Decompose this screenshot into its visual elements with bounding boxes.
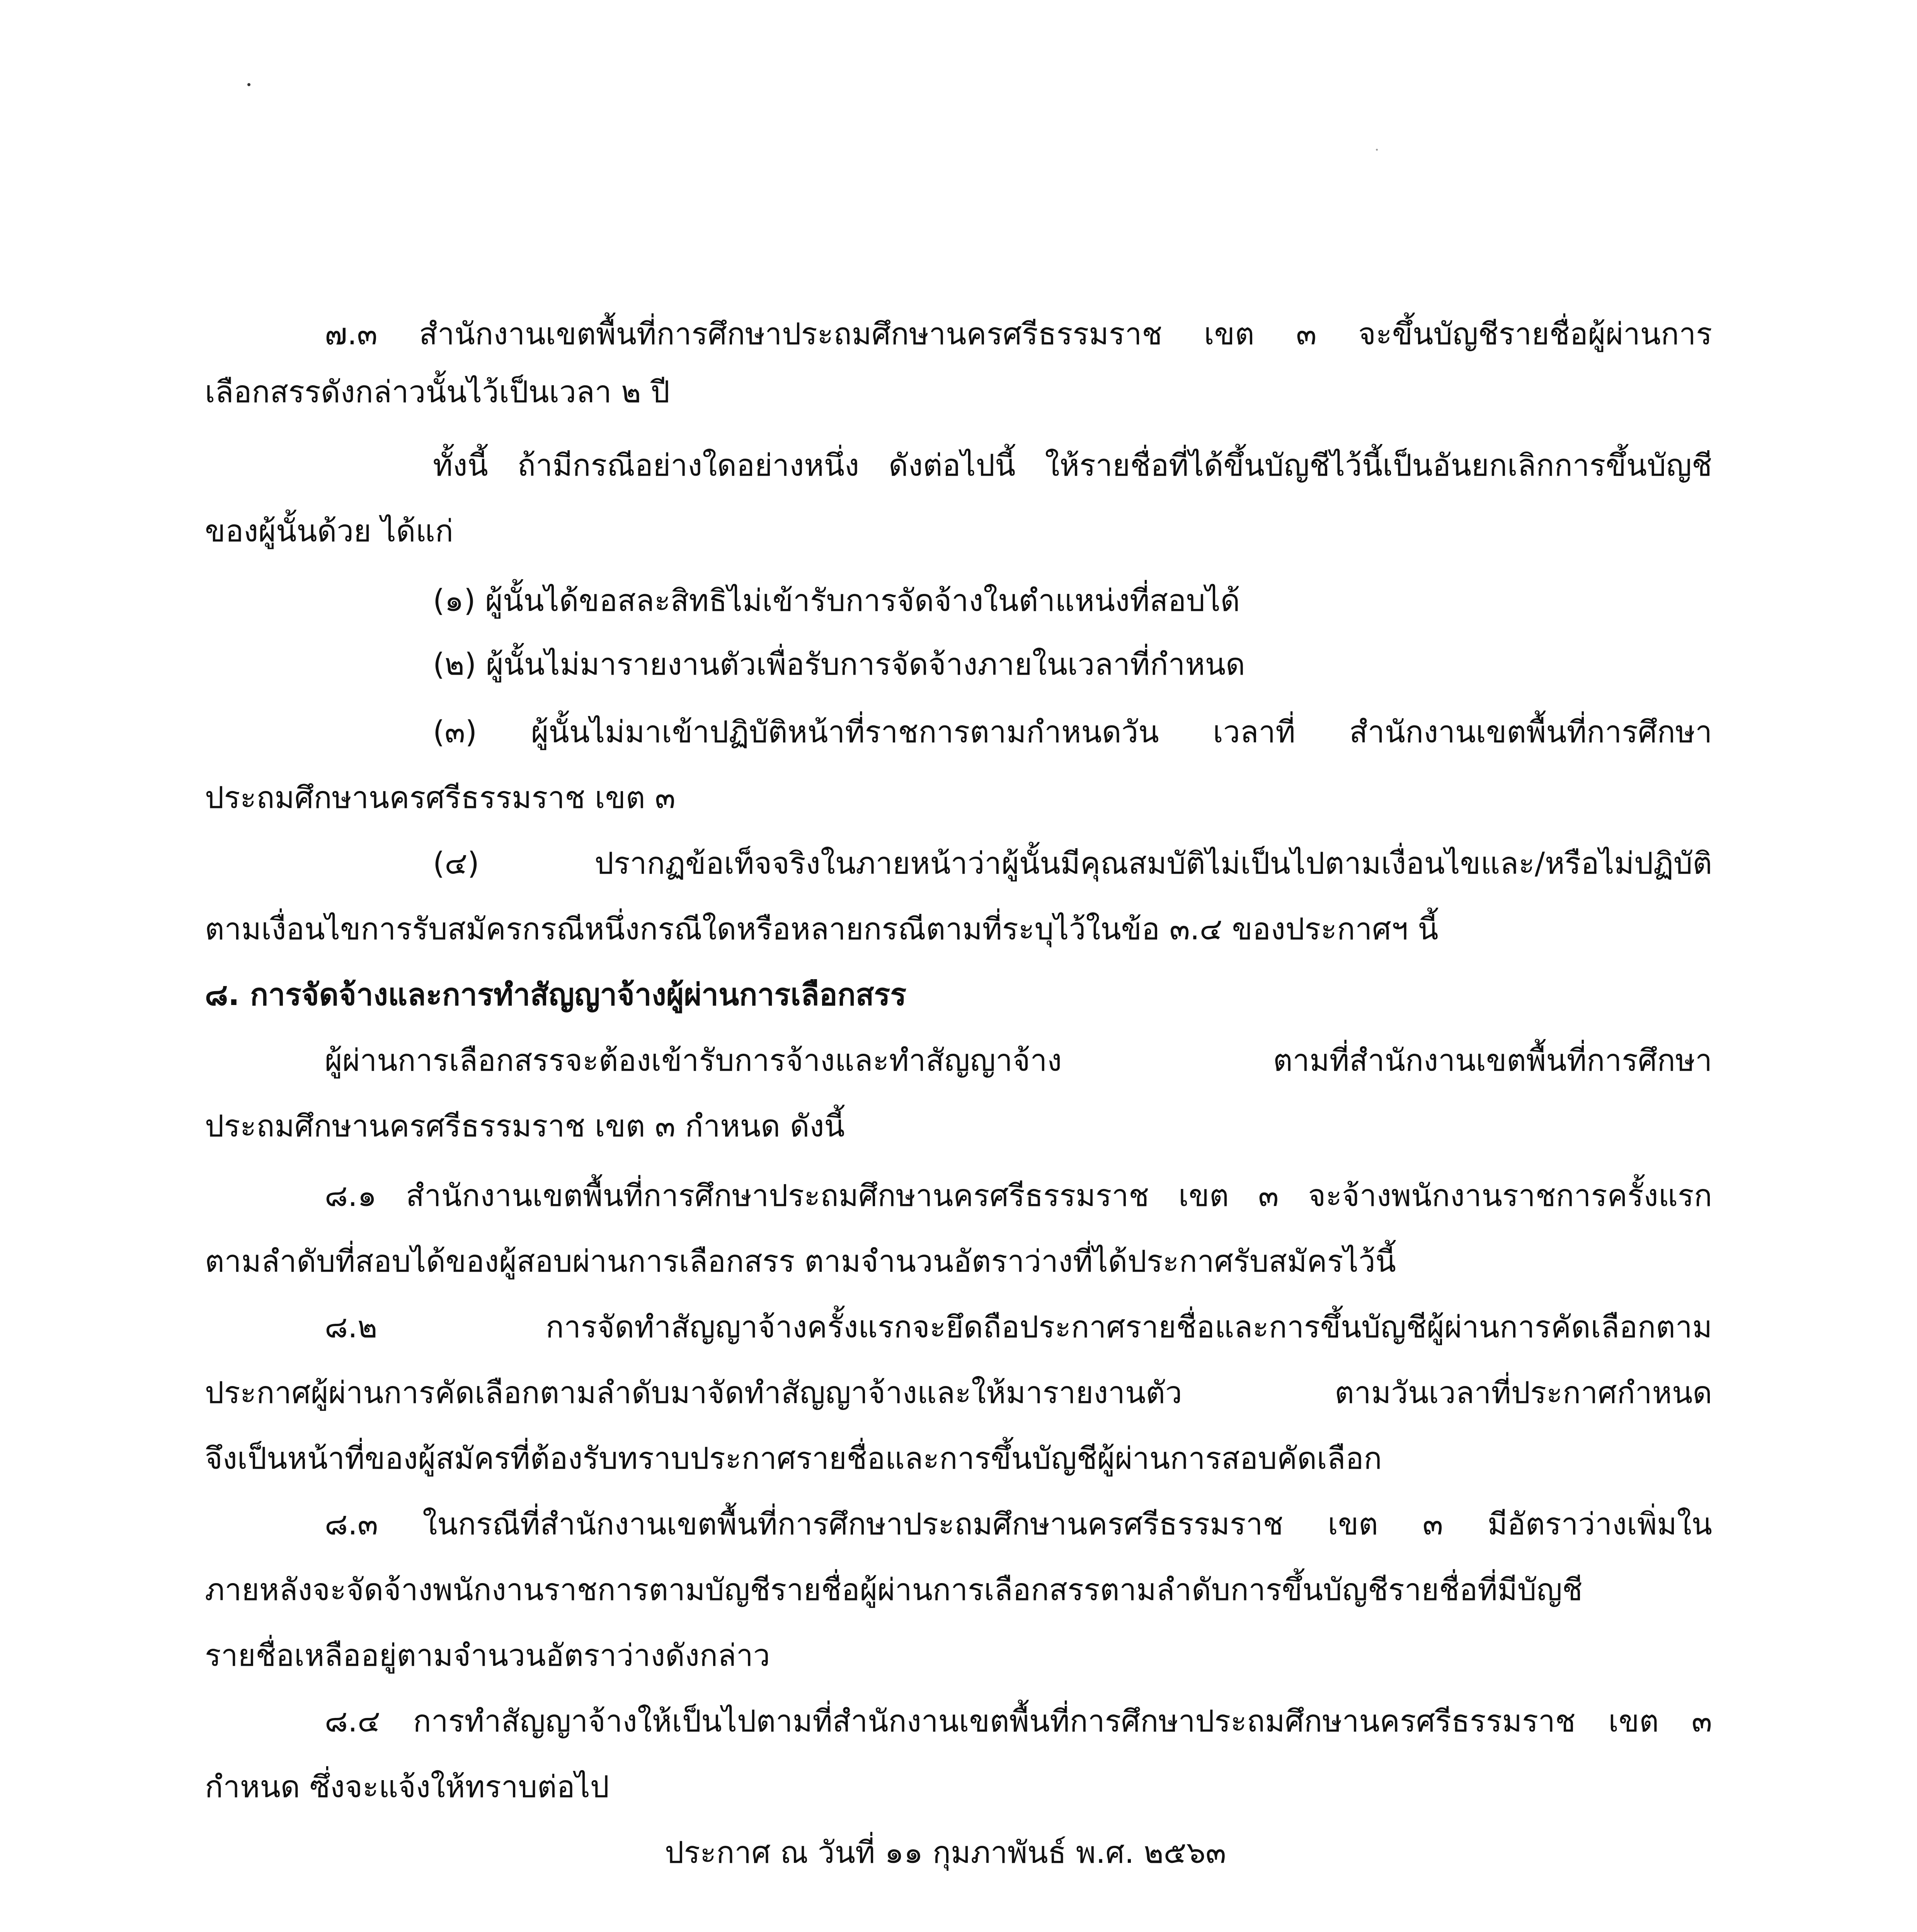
para-8-3-line-3: รายชื่อเหลืออยู่ตามจำนวนอัตราว่างดังกล่าว bbox=[205, 1638, 770, 1673]
para-8-2-line-1: ๘.๒ การจัดทำสัญญาจ้างครั้งแรกจะยึดถือประกาศรายชื่อและการขึ้นบัญชีผู้ผ่านการคัดเลือกตาม bbox=[325, 1310, 1712, 1345]
section-8-heading: ๘. การจัดจ้างและการทำสัญญาจ้างผู้ผ่านการเลือกสรร bbox=[205, 978, 907, 1012]
para-8-2-line-2: ประกาศผู้ผ่านการคัดเลือกตามลำดับมาจัดทำสัญญาจ้างและให้มารายงานตัว ตามวันเวลาที่ประกาศกำหนด bbox=[205, 1376, 1712, 1410]
scan-speck bbox=[247, 83, 250, 86]
list-item-3-line-2: ประถมศึกษานครศรีธรรมราช เขต ๓ bbox=[205, 781, 676, 815]
para-cancel-line-2: ของผู้นั้นด้วย ได้แก่ bbox=[205, 514, 453, 549]
announcement-date: ประกาศ ณ วันที่ ๑๑ กุมภาพันธ์ พ.ศ. ๒๕๖๓ bbox=[665, 1835, 1226, 1870]
list-item-3-line-1: (๓) ผู้นั้นไม่มาเข้าปฏิบัติหน้าที่ราชการตามกำหนดวัน เวลาที่ สำนักงานเขตพื้นที่การศึกษา bbox=[433, 715, 1712, 750]
para-8-intro-line-1: ผู้ผ่านการเลือกสรรจะต้องเข้ารับการจ้างและทำสัญญาจ้าง ตามที่สำนักงานเขตพื้นที่การศึกษา bbox=[325, 1043, 1712, 1078]
list-item-4-line-1: (๔) ปรากฏข้อเท็จจริงในภายหน้าว่าผู้นั้นมีคุณสมบัติไม่เป็นไปตามเงื่อนไขและ/หรือไม่ปฏิบัติ bbox=[433, 846, 1712, 881]
para-8-3-line-2: ภายหลังจะจัดจ้างพนักงานราชการตามบัญชีรายชื่อผู้ผ่านการเลือกสรรตามลำดับการขึ้นบัญชีรายชื่อที่มีบัญชี bbox=[205, 1573, 1583, 1607]
para-8-3-line-1: ๘.๓ ในกรณีที่สำนักงานเขตพื้นที่การศึกษาประถมศึกษานครศรีธรรมราช เขต ๓ มีอัตราว่างเพิ่มใน bbox=[325, 1507, 1712, 1542]
para-8-1-line-1: ๘.๑ สำนักงานเขตพื้นที่การศึกษาประถมศึกษานครศรีธรรมราช เขต ๓ จะจ้างพนักงานราชการครั้งแรก bbox=[325, 1179, 1712, 1213]
para-7-3-line-1: ๗.๓ สำนักงานเขตพื้นที่การศึกษาประถมศึกษานครศรีธรรมราช เขต ๓ จะขึ้นบัญชีรายชื่อผู้ผ่านการ bbox=[325, 317, 1712, 352]
para-8-2-line-3: จึงเป็นหน้าที่ของผู้สมัครที่ต้องรับทราบประกาศรายชื่อและการขึ้นบัญชีผู้ผ่านการสอบคัดเลือก bbox=[205, 1441, 1382, 1476]
para-8-4-line-1: ๘.๔ การทำสัญญาจ้างให้เป็นไปตามที่สำนักงานเขตพื้นที่การศึกษาประถมศึกษานครศรีธรรมราช เขต ๓ bbox=[325, 1704, 1712, 1739]
scan-speck bbox=[1376, 149, 1378, 151]
para-8-1-line-2: ตามลำดับที่สอบได้ของผู้สอบผ่านการเลือกสรร ตามจำนวนอัตราว่างที่ได้ประกาศรับสมัครไว้นี้ bbox=[205, 1244, 1396, 1279]
list-item-2: (๒) ผู้นั้นไม่มารายงานตัวเพื่อรับการจัดจ้างภายในเวลาที่กำหนด bbox=[433, 647, 1245, 682]
para-8-4-line-2: กำหนด ซึ่งจะแจ้งให้ทราบต่อไป bbox=[205, 1770, 609, 1804]
para-8-intro-line-2: ประถมศึกษานครศรีธรรมราช เขต ๓ กำหนด ดังนี้ bbox=[205, 1109, 845, 1144]
para-7-3-line-2: เลือกสรรดังกล่าวนั้นไว้เป็นเวลา ๒ ปี bbox=[205, 375, 670, 410]
list-item-4-line-2: ตามเงื่อนไขการรับสมัครกรณีหนึ่งกรณีใดหรือหลายกรณีตามที่ระบุไว้ในข้อ ๓.๔ ของประกาศฯ นี้ bbox=[205, 912, 1439, 947]
signature-mark bbox=[1024, 1928, 1295, 1932]
list-item-1: (๑) ผู้นั้นได้ขอสละสิทธิไม่เข้ารับการจัดจ้างในตำแหน่งที่สอบได้ bbox=[433, 583, 1240, 618]
para-cancel-line-1: ทั้งนี้ ถ้ามีกรณีอย่างใดอย่างหนึ่ง ดังต่อไปนี้ ให้รายชื่อที่ได้ขึ้นบัญชีไว้นี้เป็นอันยกเลิกการขึ้นบัญชี bbox=[433, 448, 1712, 483]
